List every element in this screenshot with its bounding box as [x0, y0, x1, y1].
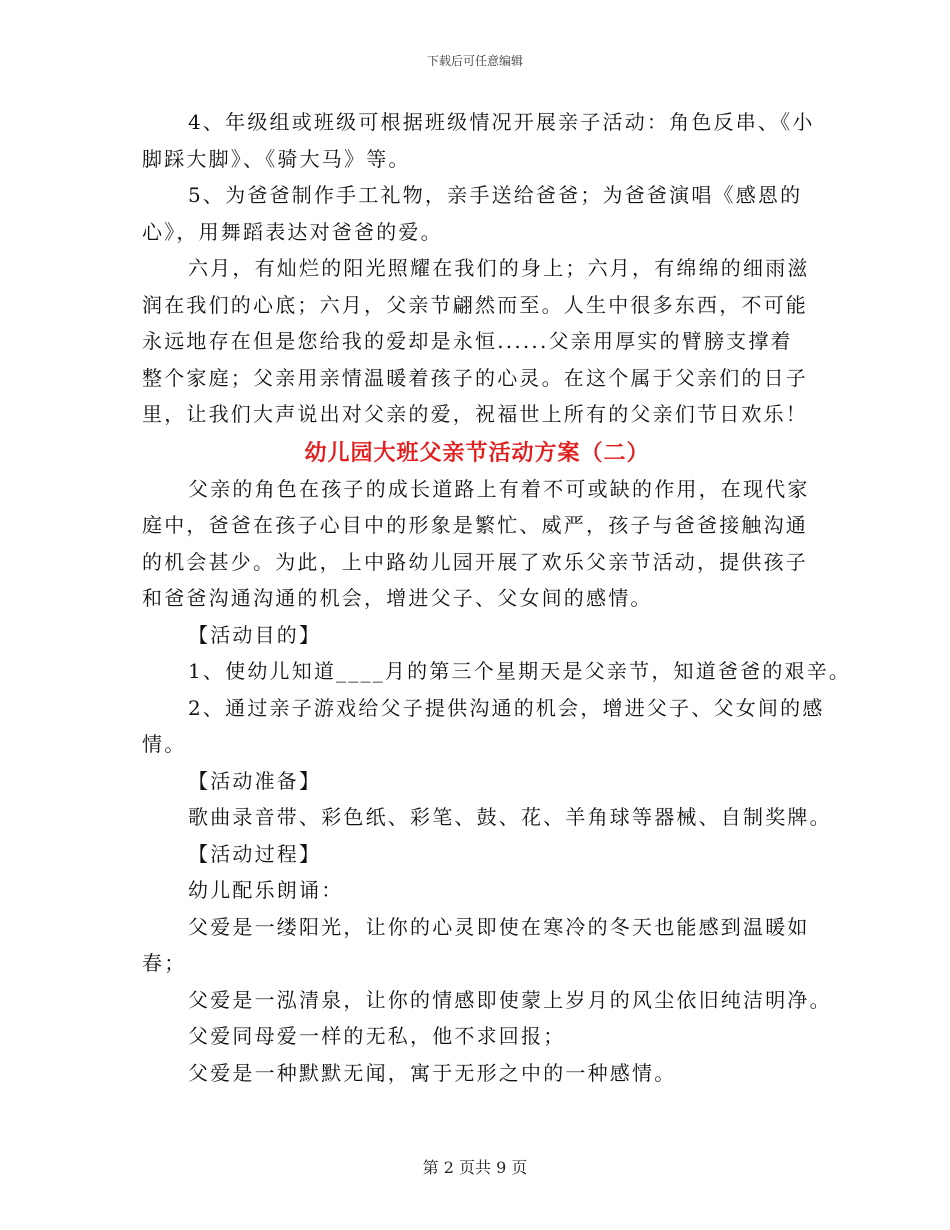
paragraph-line: 心》，用舞蹈表达对爸爸的爱。 [142, 219, 443, 244]
section-title: 幼儿园大班父亲节活动方案（二） [304, 439, 650, 466]
paragraph-line: 父爱同母爱一样的无私，他不求回报； [188, 1024, 566, 1048]
paragraph-line: 父爱是一泓清泉，让你的情感即使蒙上岁月的风尘依旧纯洁明净。 [188, 987, 832, 1012]
paragraph-line: 情。 [142, 732, 187, 756]
paragraph-line: 幼儿配乐朗诵： [188, 878, 344, 902]
paragraph-line: 永远地存在但是您给我的爱却是永恒......父亲用厚实的臂膀支撑着 [142, 329, 793, 353]
paragraph-line: 里，让我们大声说出对父亲的爱，祝福世上所有的父亲们节日欢乐！ [142, 402, 808, 426]
subheading-process: 【活动过程】 [188, 841, 322, 866]
paragraph-line: 父爱是一种默默无闻，寓于无形之中的一种感情。 [188, 1060, 677, 1085]
paragraph-line: 父爱是一缕阳光，让你的心灵即使在寒冷的冬天也能感到温暖如 [188, 914, 810, 939]
page-header: 下载后可任意编辑 [426, 54, 523, 68]
subheading-preparation: 【活动准备】 [188, 768, 322, 793]
paragraph-line: 父亲的角色在孩子的成长道路上有着不可或缺的作用，在现代家 [188, 476, 810, 501]
paragraph-line: 的机会甚少。为此，上中路幼儿园开展了欢乐父亲节活动，提供孩子 [142, 549, 808, 574]
subheading-goals: 【活动目的】 [188, 622, 322, 647]
paragraph-line: 1、使幼儿知道____月的第三个星期天是父亲节，知道爸爸的艰辛。 [188, 659, 852, 683]
paragraph-line: 和爸爸沟通沟通的机会，增进父子、父女间的感情。 [142, 586, 653, 610]
page-footer: 第 2 页共 9 页 [422, 1158, 528, 1177]
paragraph-line: 歌曲录音带、彩色纸、彩笔、鼓、花、羊角球等器械、自制奖牌。 [188, 805, 832, 829]
document-body [142, 104, 852, 1091]
paragraph-line: 脚踩大脚》、《骑大马》等。 [142, 146, 411, 171]
paragraph-line: 5、为爸爸制作手工礼物，亲手送给爸爸；为爸爸演唱《感恩的 [188, 183, 803, 207]
section-one [142, 104, 815, 433]
paragraph-line: 4、年级组或班级可根据班级情况开展亲子活动：角色反串、《小 [188, 110, 815, 134]
paragraph-line: 2、通过亲子游戏给父子提供沟通的机会，增进父子、父女间的感 [188, 695, 825, 720]
paragraph-line: 庭中，爸爸在孩子心目中的形象是繁忙、威严，孩子与爸爸接触沟通 [142, 513, 808, 537]
section-two [142, 471, 852, 1092]
paragraph-line: 春； [142, 951, 187, 975]
paragraph-line: 整个家庭；父亲用亲情温暖着孩子的心灵。在这个属于父亲们的日子 [142, 365, 808, 390]
paragraph-line: 六月，有灿烂的阳光照耀在我们的身上；六月，有绵绵的细雨滋 [188, 256, 810, 280]
paragraph-line: 润在我们的心底；六月，父亲节翩然而至。人生中很多东西，不可能 [142, 292, 808, 317]
